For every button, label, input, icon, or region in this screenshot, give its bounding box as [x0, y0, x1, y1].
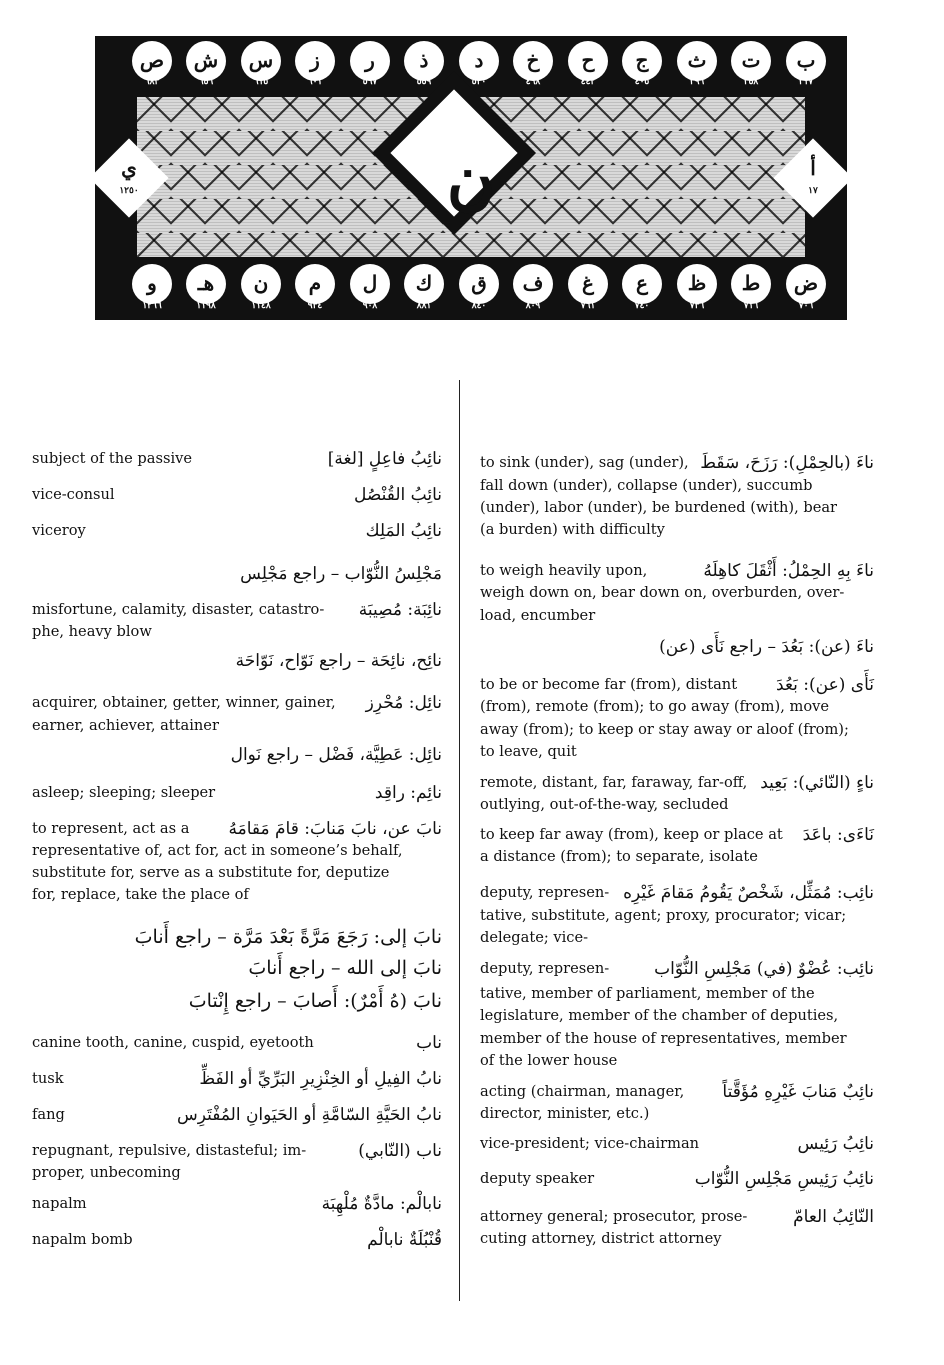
entry-english-cont: representative of, act for, act in someone’s behalf, [32, 842, 403, 859]
entry-arabic: نابَ (هُ أَمْرٌ): أَصابَ – راجع إِنْتابَ [188, 990, 442, 1012]
letter-tab-fa[interactable]: ف [513, 264, 553, 304]
entry-arabic: نائِبُ فاعِلٍ [لغة] [327, 449, 442, 469]
dictionary-entry [32, 1104, 442, 1128]
dictionary-entry [480, 824, 874, 870]
dictionary-entry [32, 818, 442, 910]
dictionary-entry [480, 636, 874, 660]
letter-page-kaf: ٨٨١ [416, 301, 432, 311]
entry-english: deputy, represen- [480, 960, 610, 977]
entry-arabic: ناءَ بِهِ الحِمْلُ: أَثْقَلَ كاهِلَهُ [703, 561, 874, 581]
entry-english: subject of the passive [32, 450, 193, 467]
letter-tab-ta[interactable]: ت [731, 41, 771, 81]
letter-page-dad: ٧٠٦ [798, 301, 814, 311]
entry-english-cont: outlying, out-of-the-way, secluded [480, 796, 729, 813]
entry-arabic: نَاءَى: باعَدَ [802, 825, 874, 845]
dictionary-entry [32, 520, 442, 544]
letter-tab-sin[interactable]: س [241, 41, 281, 81]
entry-arabic: ناءَ (عن): بَعُدَ – راجع نَأَى (عن) [659, 637, 874, 657]
entry-arabic: ناءٍ (النّائي): بَعِيد [760, 773, 874, 793]
letter-tab-sad[interactable]: ص [132, 41, 172, 81]
column-divider [459, 380, 460, 1301]
letter-page-ayn: ٧٤٠ [634, 301, 650, 311]
letter-page-alif: ١٧ [808, 186, 818, 196]
entry-english: to weigh heavily upon, [480, 562, 648, 579]
letter-page-zay: ٦٠١ [307, 77, 323, 87]
letter-tab-ha2[interactable]: هـ [186, 264, 226, 304]
dictionary-entry [480, 1081, 874, 1127]
entry-arabic: نابَ عن، نابَ مَنابَ: قامَ مَقامَهُ [228, 819, 442, 839]
letter-page-nun: ١١٤٨ [251, 301, 271, 311]
dictionary-entry [32, 1068, 442, 1092]
dictionary-entry [480, 674, 874, 766]
letter-ya-char: ي [121, 156, 137, 180]
letter-tab-jim[interactable]: ج [622, 41, 662, 81]
letter-page-waw: ١٢٦٦ [142, 301, 162, 311]
letter-page-mim: ٩٣٤ [307, 301, 323, 311]
entry-english: acquirer, obtainer, getter, winner, gainer, [32, 694, 336, 711]
entry-english-cont: a distance (from); to separate, isolate [480, 848, 758, 865]
letter-page-ghayn: ٧٦١ [580, 301, 596, 311]
letter-page-ba: ٣١٧ [798, 77, 814, 87]
entry-arabic: نائِبُ القُنْصُل [354, 485, 442, 505]
dictionary-entry [32, 448, 442, 472]
entry-english-cont: member of the house of representatives, member [480, 1030, 847, 1047]
letter-tab-waw[interactable]: و [132, 264, 172, 304]
letter-page-shin: ٦٥٦ [198, 77, 214, 87]
dictionary-entry [32, 1193, 442, 1217]
entry-english: vice-consul [32, 486, 115, 503]
letter-page-qaf: ٨٤٠ [471, 301, 487, 311]
entry-english-cont: (under), labor (under), be burdened (with), bear [480, 499, 838, 516]
letter-page-sad: ٦٨٣ [144, 77, 160, 87]
letter-page-tta: ٧١٦ [743, 301, 759, 311]
entry-english-cont: earner, achiever, attainer [32, 717, 219, 734]
entry-english: tusk [32, 1070, 64, 1087]
letter-tab-za[interactable]: ظ [677, 264, 717, 304]
letter-page-ha: ٤٤٢ [580, 77, 596, 87]
entry-arabic: نائِل: مُحْرِز [365, 693, 442, 713]
dictionary-entry [480, 958, 874, 1072]
entry-arabic: نائِح، نائِحَة – راجع نَوّاح، نَوّاحَة [235, 651, 442, 671]
letter-tab-dad[interactable]: ض [786, 264, 826, 304]
entry-arabic: ناب [416, 1033, 442, 1053]
entry-english: acting (chairman, manager, [480, 1083, 685, 1100]
letter-page-tha: ٣٩٦ [689, 77, 705, 87]
entry-english-cont: legislature, member of the chamber of deputies, [480, 1007, 839, 1024]
entry-english: to keep far away (from), keep or place at [480, 826, 783, 843]
entry-arabic: نابَ إلى الله – راجع أَنابَ [248, 957, 442, 979]
entry-english-cont: tative, substitute, agent; proxy, procurator; vicar; [480, 907, 847, 924]
entry-english-cont: fall down (under), collapse (under), succumb [480, 477, 813, 494]
entry-english-cont: (a burden) with difficulty [480, 521, 665, 538]
letter-page-ha2: ١١٩٨ [196, 301, 216, 311]
entry-arabic: نائِبُ المَلِك [365, 521, 442, 541]
dictionary-entry [32, 1229, 442, 1253]
entry-english-cont: to leave, quit [480, 743, 577, 760]
entry-arabic: نابُ الفِيلِ أو الخِنْزِيرِ البَرِّيِّ أو الفَظِّ [199, 1069, 442, 1089]
entry-english: repugnant, repulsive, distasteful; im- [32, 1142, 307, 1159]
letter-index-banner [95, 36, 847, 320]
entry-arabic: نائِم: راقِد [374, 783, 442, 803]
entry-english: remote, distant, far, faraway, far-off, [480, 774, 748, 791]
dictionary-entry [32, 563, 442, 587]
entry-arabic: نابَ إلى: رَجَعَ مَرَّةً بَعْدَ مَرَّة – راجع أَنابَ [134, 926, 442, 948]
letter-tab-ba[interactable]: ب [786, 41, 826, 81]
dictionary-entry [32, 957, 442, 981]
entry-english: vice-president; vice-chairman [480, 1135, 700, 1152]
letter-tab-zay[interactable]: ز [295, 41, 335, 81]
entry-english-cont: cuting attorney, district attorney [480, 1230, 722, 1247]
entry-arabic: نائِبَة: مُصِيبَة [358, 600, 442, 620]
entry-english-cont: of the lower house [480, 1052, 618, 1069]
entry-arabic: نابُ الحَيَّةِ السّامَّةِ أو الحَيَوانِ المُفْتَرِس [176, 1105, 442, 1125]
dictionary-entry [32, 926, 442, 950]
entry-arabic: ناب (النّابي) [358, 1141, 442, 1161]
dictionary-entry [480, 560, 874, 630]
entry-english: to be or become far (from), distant [480, 676, 738, 693]
entry-arabic: نائِب: عُضْوٌ (في) مَجْلِسِ النُّوّاب [654, 959, 874, 979]
letter-tab-dhal[interactable]: ذ [404, 41, 444, 81]
letter-tab-ra[interactable]: ر [350, 41, 390, 81]
entry-arabic: نابالْم: مادَّةٌ مُلْهِبَة [321, 1194, 442, 1214]
dictionary-entry [32, 744, 442, 768]
entry-english-cont: director, minister, etc.) [480, 1105, 650, 1122]
dictionary-entry [480, 772, 874, 818]
letter-page-lam: ٩٠٨ [362, 301, 378, 311]
entry-english-cont: away (from); to keep or stay away or aloof (from); [480, 721, 849, 738]
letter-tab-lam[interactable]: ل [350, 264, 390, 304]
letter-page-dal: ٥٣٠ [471, 77, 487, 87]
letter-tab-mim[interactable]: م [295, 264, 335, 304]
letter-tab-kha[interactable]: خ [513, 41, 553, 81]
entry-arabic: نائِل: عَطِيَّة، فَضْل – راجع نَوال [230, 745, 442, 765]
entry-english-cont: (from), remote (from); to go away (from), move [480, 698, 829, 715]
letter-tab-dal[interactable]: د [459, 41, 499, 81]
letter-page-ta: ٣٥٨ [743, 77, 759, 87]
entry-english-cont: weigh down on, bear down on, overburden, over- [480, 584, 845, 601]
letter-tab-qaf[interactable]: ق [459, 264, 499, 304]
entry-arabic: نائِبُ رَئِيسِ مَجْلِسِ النُّوّاب [694, 1169, 874, 1189]
entry-english-cont: proper, unbecoming [32, 1164, 181, 1181]
entry-arabic: نائِبُ رَئِيس [797, 1134, 874, 1154]
entry-english: viceroy [32, 522, 86, 539]
entry-english: deputy, represen- [480, 884, 610, 901]
dictionary-entry [480, 882, 874, 952]
current-letter: ن [446, 140, 496, 218]
entry-arabic: نائِبٌ مَنابَ غَيْرِهِ مُؤَقَّتاً [722, 1082, 874, 1102]
letter-tab-ayn[interactable]: ع [622, 264, 662, 304]
dictionary-entry [32, 782, 442, 806]
entry-english: napalm [32, 1195, 87, 1212]
letter-page-ya: ١٢٥٠ [119, 186, 139, 196]
entry-english: fang [32, 1106, 65, 1123]
letter-tab-shin[interactable]: ش [186, 41, 226, 81]
entry-arabic: نَأَى (عن): بَعُدَ [776, 675, 874, 695]
letter-page-jim: ٤٠٥ [634, 77, 650, 87]
entry-arabic: قُنْبُلَةٌ نابالْم [367, 1230, 442, 1250]
entry-arabic: النّائِبُ العامّ [793, 1207, 874, 1227]
dictionary-entry [32, 1140, 442, 1186]
entry-arabic: مَجْلِسُ النُّوّاب – راجع مَجْلِس [240, 564, 442, 584]
letter-page-za: ٧٣٦ [689, 301, 705, 311]
dictionary-entry [32, 484, 442, 508]
letter-page-sin: ٦١٥ [253, 77, 269, 87]
entry-english: canine tooth, canine, cuspid, eyetooth [32, 1034, 314, 1051]
letter-alif-char: أ [810, 156, 816, 180]
letter-tab-kaf[interactable]: ك [404, 264, 444, 304]
entry-english-cont: tative, member of parliament, member of the [480, 985, 815, 1002]
letter-tab-ghayn[interactable]: غ [568, 264, 608, 304]
dictionary-entry [480, 452, 874, 544]
entry-english: to sink (under), sag (under), [480, 454, 689, 471]
dictionary-entry [32, 990, 442, 1014]
entry-english-cont: delegate; vice- [480, 929, 589, 946]
entry-english-cont: substitute for, serve as a substitute for, deputize [32, 864, 390, 881]
dictionary-entry [32, 650, 442, 674]
entry-english: asleep; sleeping; sleeper [32, 784, 216, 801]
letter-tab-ha[interactable]: ح [568, 41, 608, 81]
dictionary-entry [480, 1133, 874, 1157]
entry-english: misfortune, calamity, disaster, catastro- [32, 601, 325, 618]
dictionary-entry [480, 1206, 874, 1252]
letter-page-kha: ٤٦٨ [525, 77, 541, 87]
letter-page-ra: ٥٦٧ [362, 77, 378, 87]
entry-english: napalm bomb [32, 1231, 133, 1248]
entry-arabic: نائِب: مُمَثِّل، شَخْصٌ يَقُومُ مَقامَ غَيْرِه [623, 883, 874, 903]
dictionary-entry [32, 1032, 442, 1056]
entry-english: deputy speaker [480, 1170, 595, 1187]
letter-page-dhal: ٥٥٩ [416, 77, 432, 87]
dictionary-entry [32, 692, 442, 738]
entry-english-cont: phe, heavy blow [32, 623, 152, 640]
entry-english-cont: load, encumber [480, 607, 596, 624]
dictionary-entry [480, 1168, 874, 1192]
entry-english-cont: for, replace, take the place of [32, 886, 249, 903]
entry-english: attorney general; prosecutor, prose- [480, 1208, 748, 1225]
letter-page-fa: ٨٠٩ [525, 301, 541, 311]
entry-arabic: ناءَ (بالحِمْلِ): رَزَحَ، سَقَطَ [700, 453, 874, 473]
letter-tab-nun[interactable]: ن [241, 264, 281, 304]
letter-tab-tta[interactable]: ط [731, 264, 771, 304]
entry-english: to represent, act as a [32, 820, 190, 837]
letter-tab-tha[interactable]: ث [677, 41, 717, 81]
dictionary-entry [32, 599, 442, 645]
